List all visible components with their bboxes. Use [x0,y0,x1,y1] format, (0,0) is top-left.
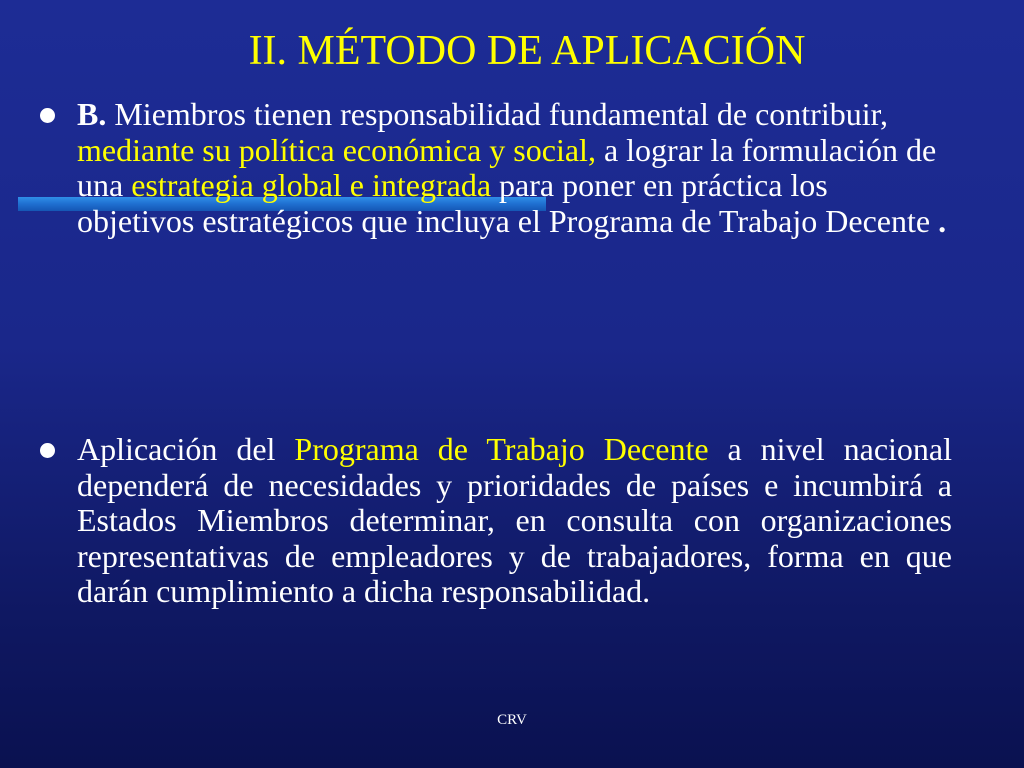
bullet-highlight: mediante su política económica y social, [77,131,596,168]
bullet-text: Aplicación del [77,431,295,467]
bullet-text: Miembros tienen responsabilidad fundamental de contribuir, [106,96,888,132]
slide-title: II. MÉTODO DE APLICACIÓN [248,28,806,74]
bullet-highlight: Programa de Trabajo Decente [294,431,709,467]
bullet-end: . [938,202,947,239]
bullet-text: para poner en práctica los objetivos estratégicos que incluya el Programa de Trabajo Decente [77,167,939,239]
bullet-highlight: estrategia global e integrada [131,167,492,203]
bullet-text: a nivel nacional dependerá de necesidades y prioridades de países e incumbirá a Estados Miembros determinar, en consulta con organizaciones representativas de empleadores y de trabajadores, forma en que darán cumplimiento a dicha responsabilidad. [77,431,953,609]
bullet-lead: B. [77,96,107,132]
footer-label: CRV [497,712,527,728]
bullet-dot-icon [40,108,55,123]
bullet-item-2 [77,432,952,610]
bullet-dot-icon [40,443,55,458]
bullet-item-1 [77,97,952,239]
bullet-text: a lograr la formulación de una [77,131,937,203]
